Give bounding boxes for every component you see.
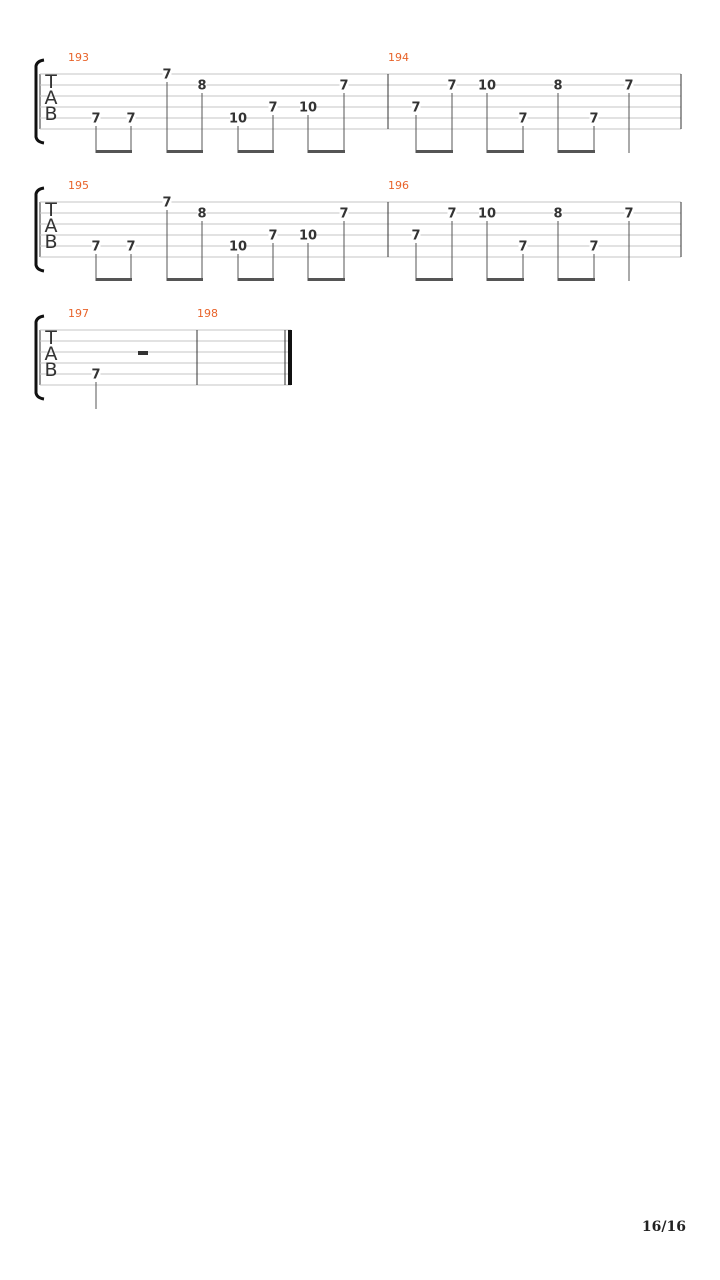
fret-number: 7: [447, 206, 457, 222]
fret-number: 8: [553, 206, 563, 222]
fret-number: 10: [477, 206, 497, 222]
tab-clef-letter: B: [44, 359, 58, 381]
fret-number: 7: [411, 228, 421, 244]
beam: [558, 150, 595, 153]
fret-number: 7: [518, 111, 528, 127]
fret-number: 8: [197, 78, 207, 94]
fret-number: 7: [268, 228, 278, 244]
fret-number: 7: [91, 367, 101, 383]
fret-number: 10: [298, 100, 318, 116]
beam: [238, 278, 274, 281]
tab-clef-letter: A: [44, 215, 58, 237]
tab-clef-letter: B: [44, 103, 58, 125]
beam: [167, 278, 203, 281]
fret-number: 7: [411, 100, 421, 116]
fret-number: 7: [91, 239, 101, 255]
beam: [167, 150, 203, 153]
fret-number: 10: [228, 111, 248, 127]
measure-number: 198: [197, 307, 218, 320]
tab-clef-letter: B: [44, 231, 58, 253]
system-3: [36, 307, 292, 409]
fret-number: 7: [268, 100, 278, 116]
tab-clef-letter: A: [44, 343, 58, 365]
fret-number: 10: [298, 228, 318, 244]
beam: [238, 150, 274, 153]
measure-number: 194: [388, 51, 409, 64]
measure-number: 197: [68, 307, 89, 320]
tab-clef-letter: T: [45, 71, 57, 93]
beam: [308, 278, 345, 281]
beam: [308, 150, 345, 153]
beam: [416, 278, 453, 281]
rest-symbol: [138, 351, 148, 355]
fret-number: 7: [589, 239, 599, 255]
fret-number: 7: [339, 78, 349, 94]
tab-clef-letter: A: [44, 87, 58, 109]
final-barline-thick: [288, 330, 292, 385]
fret-number: 10: [228, 239, 248, 255]
fret-number: 7: [624, 78, 634, 94]
fret-number: 8: [553, 78, 563, 94]
fret-number: 7: [518, 239, 528, 255]
fret-number: 7: [624, 206, 634, 222]
fret-number: 7: [162, 67, 172, 83]
beam: [96, 278, 132, 281]
fret-number: 7: [447, 78, 457, 94]
measure-number: 195: [68, 179, 89, 192]
fret-number: 7: [126, 239, 136, 255]
beam: [487, 150, 524, 153]
beam: [96, 150, 132, 153]
measure-number: 193: [68, 51, 89, 64]
tab-clef-letter: T: [45, 199, 57, 221]
measure-number: 196: [388, 179, 409, 192]
fret-number: 10: [477, 78, 497, 94]
beam: [416, 150, 453, 153]
fret-number: 7: [91, 111, 101, 127]
fret-number: 7: [162, 195, 172, 211]
fret-number: 7: [339, 206, 349, 222]
system-2: [36, 179, 681, 281]
fret-number: 8: [197, 206, 207, 222]
system-1: [36, 51, 681, 153]
fret-number: 7: [126, 111, 136, 127]
beam: [487, 278, 524, 281]
fret-number: 7: [589, 111, 599, 127]
beam: [558, 278, 595, 281]
page-number: 16/16: [641, 1219, 686, 1235]
tab-clef-letter: T: [45, 327, 57, 349]
